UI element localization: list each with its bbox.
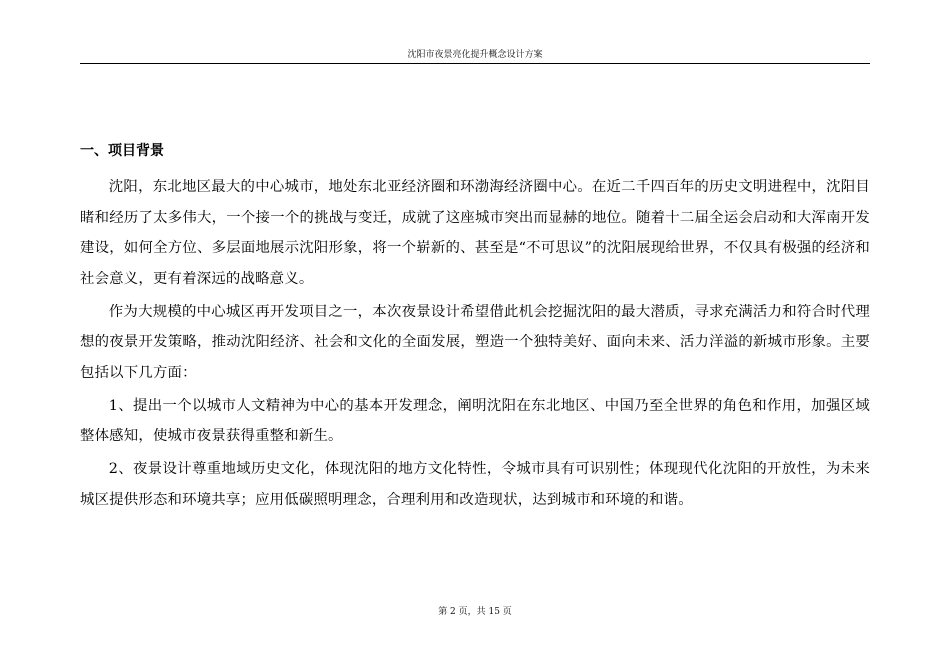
running-header-title: 沈阳市夜景亮化提升概念设计方案 <box>407 50 543 60</box>
section-heading: 一、项目背景 <box>80 143 164 159</box>
paragraph-project-goal: 作为大规模的中心城区再开发项目之一，本次夜景设计希望借此机会挖掘沈阳的最大潜质，寻求充满活力和符合时代理想的夜景开发策略，推动沈阳经济、社会和文化的全面发展，塑造一个独特美好、面向未来、活力洋溢的新城市形象。主要包括以下几方面： <box>80 303 870 381</box>
page-number-footer: 第 2 页，共 15 页 <box>438 607 512 617</box>
paragraph-point-1: 1、提出一个以城市人文精神为中心的基本开发理念，阐明沈阳在东北地区、中国乃至全世界的角色和作用，加强区域整体感知，使城市夜景获得重整和新生。 <box>80 397 870 444</box>
paragraph-background-intro: 沈阳，东北地区最大的中心城市，地处东北亚经济圈和环渤海经济圈中心。在近二千四百年的历史文明进程中，沈阳目睹和经历了太多伟大，一个接一个的挑战与变迁，成就了这座城市突出而显赫的地位。随着十二届全运会启动和大浑南开发建设，如何全方位、多层面地展示沈阳形象，将一个崭新的、甚至是“不可思议”的沈阳展现给世界，不仅具有极强的经济和社会意义，更有着深远的战略意义。 <box>80 179 870 287</box>
paragraph-point-2: 2、夜景设计尊重地域历史文化，体现沈阳的地方文化特性，令城市具有可识别性；体现现代化沈阳的开放性，为未来城区提供形态和环境共享；应用低碳照明理念，合理利用和改造现状，达到城市和环境的和谐。 <box>80 461 870 508</box>
body-text <box>80 172 870 518</box>
header-divider <box>80 63 870 64</box>
